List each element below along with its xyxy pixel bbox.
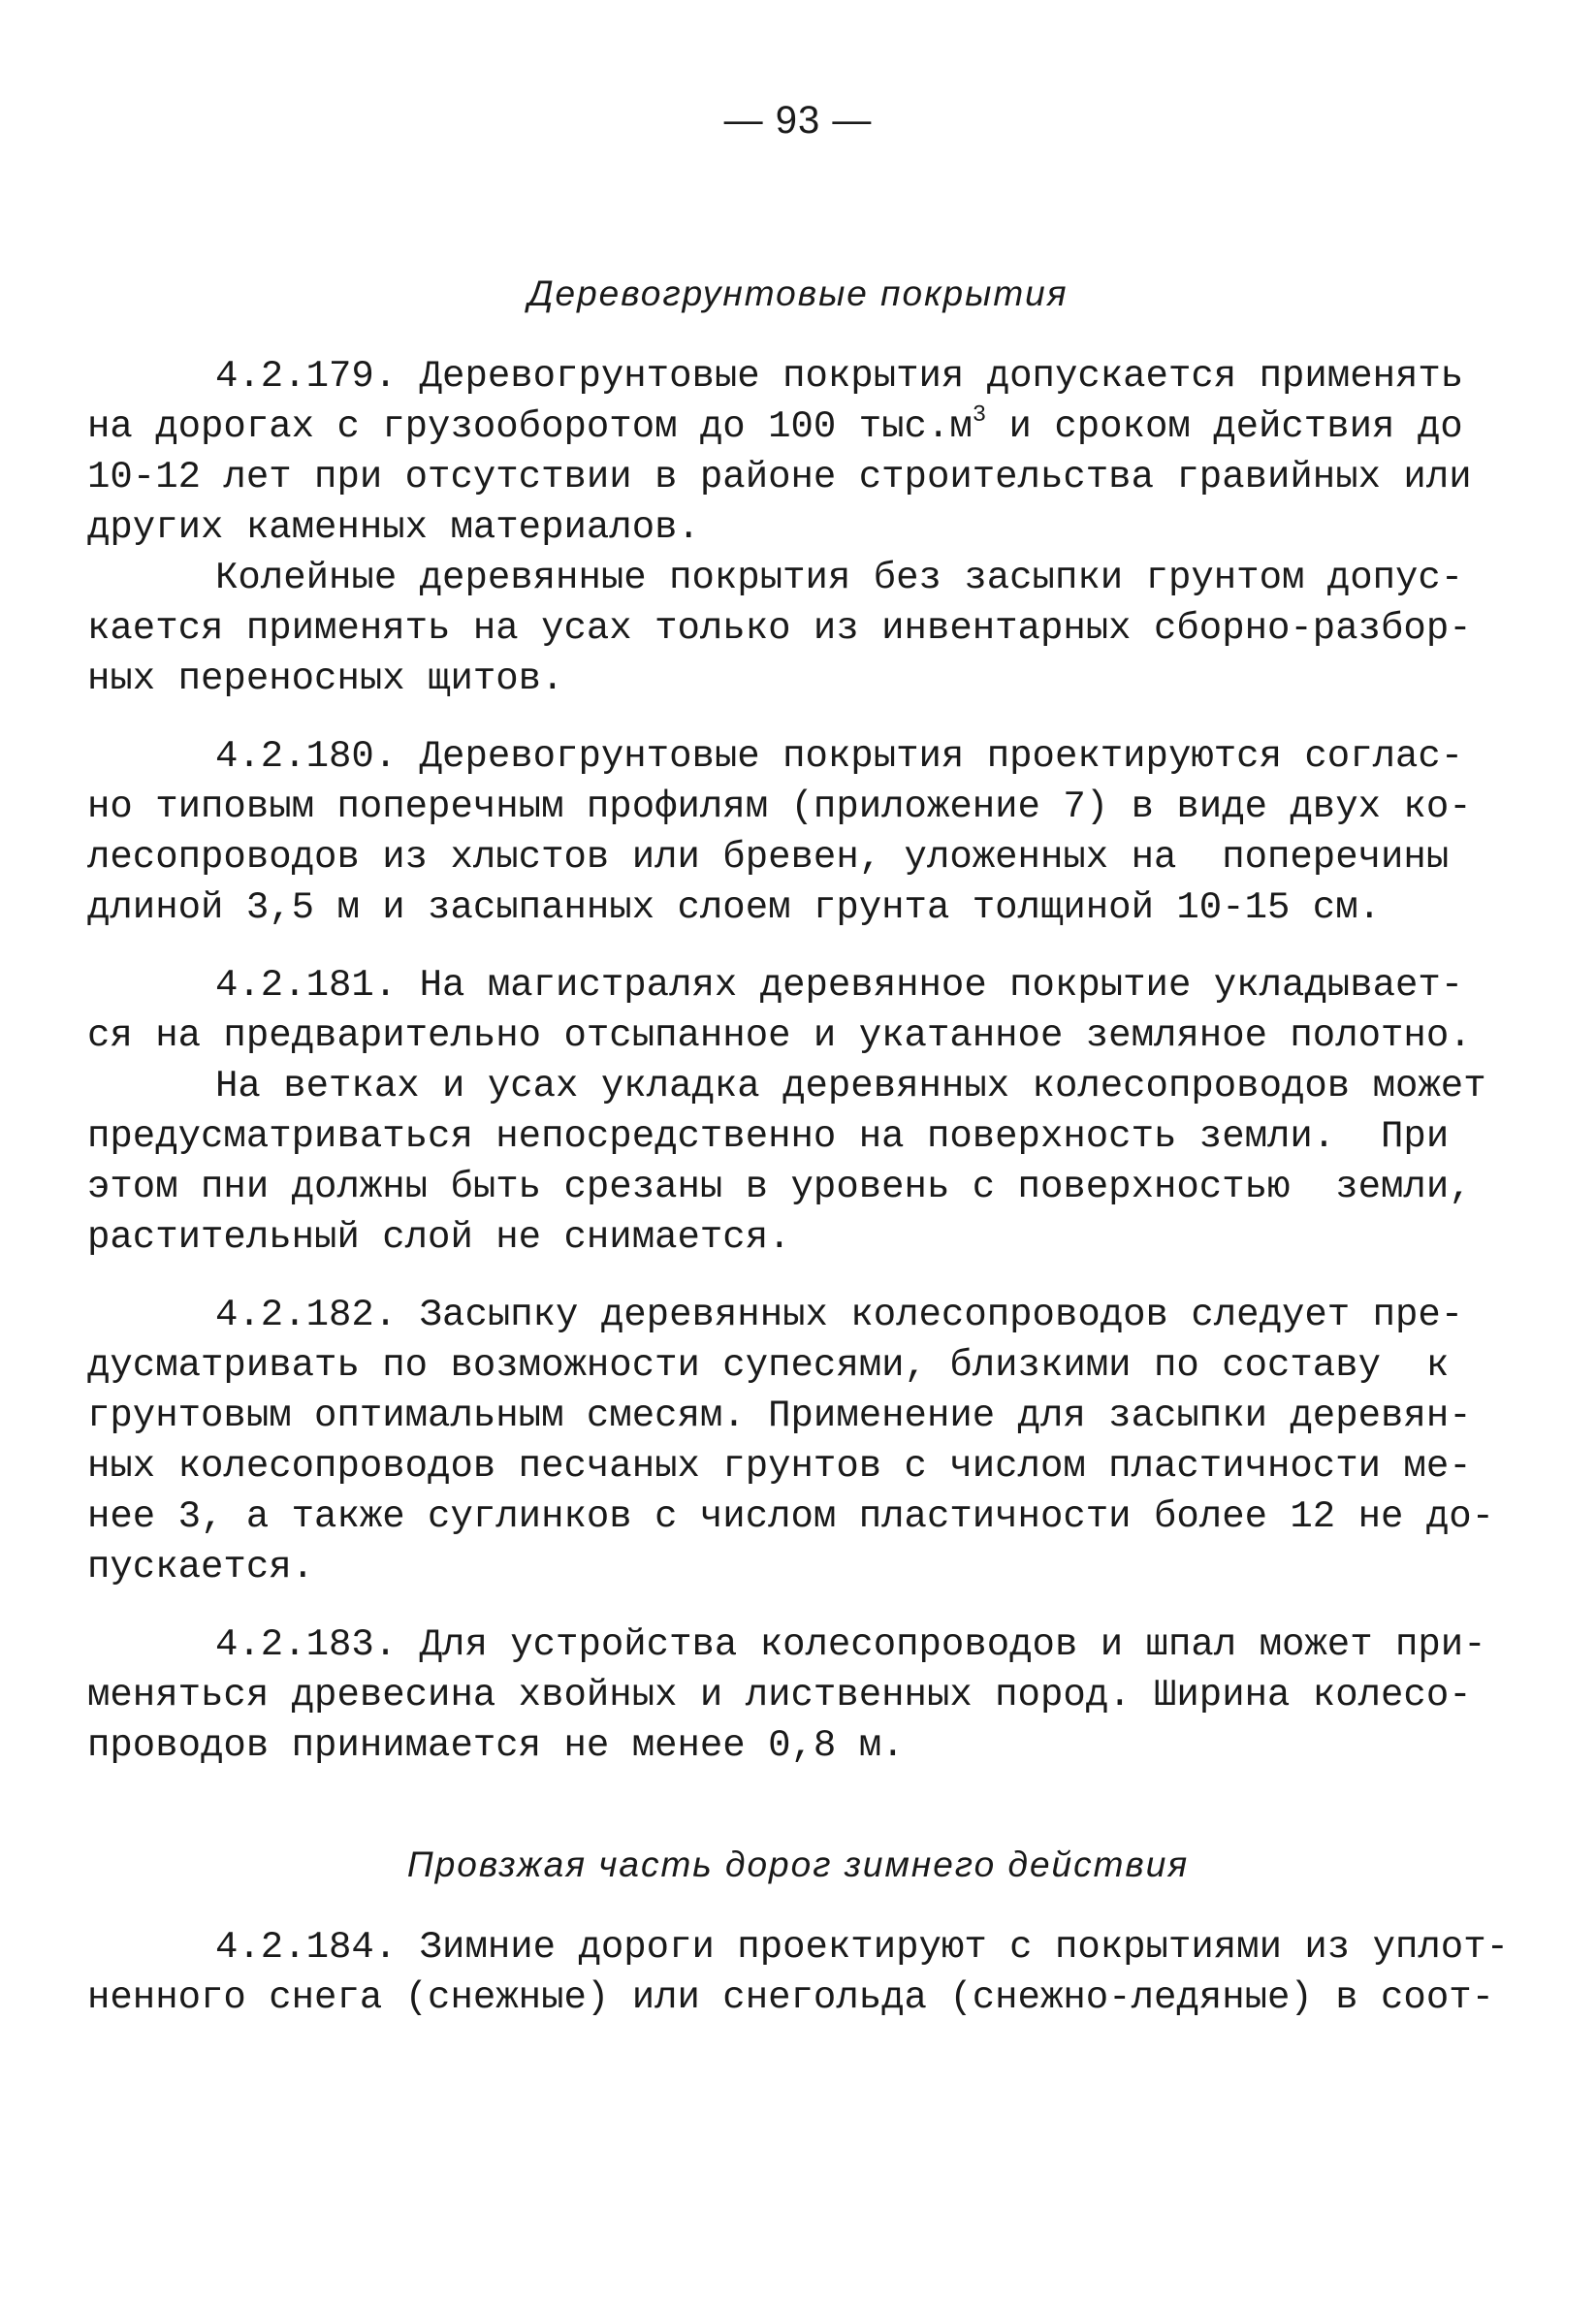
paragraph-line: 4.2.184. Зимние дороги проектируют с покрытиями из уплот- — [215, 1926, 1510, 1969]
paragraph-line: 4.2.183. Для устройства колесопроводов и шпал может при- — [215, 1623, 1486, 1666]
paragraph-line: грунтовым оптимальным смесям. Применение для засыпки деревян- — [87, 1395, 1472, 1437]
paragraph-line: ных переносных щитов. — [87, 657, 564, 700]
paragraph-line: 4.2.181. На магистралях деревянное покрытие укладывает- — [215, 964, 1464, 1007]
paragraph-line — [87, 401, 1463, 452]
paragraph-line: ненного снега (снежные) или снегольда (снежно-ледяные) в соот- — [87, 1976, 1495, 2019]
paragraph-line: пускается. — [87, 1546, 315, 1588]
paragraph-line: предусматриваться непосредственно на поверхность земли. При — [87, 1115, 1450, 1158]
line-text: на дорогах с грузооборотом до 100 тыс.м — [87, 405, 973, 448]
paragraph-line: нее 3, а также суглинков с числом пластичности более 12 не до- — [87, 1495, 1495, 1538]
paragraph-line: длиной 3,5 м и засыпанных слоем грунта толщиной 10-15 см. — [87, 886, 1382, 929]
paragraph-line: растительный слой не снимается. — [87, 1216, 791, 1259]
section-heading-winter-roads: Провзжая часть дорог зимнего действия — [406, 1844, 1190, 1884]
paragraph-line: других каменных материалов. — [87, 506, 700, 549]
page-number: — 93 — — [723, 99, 873, 142]
section-heading-wood-soil-surfaces: Деревогрунтовые покрытия — [527, 273, 1069, 313]
paragraph-line: Колейные деревянные покрытия без засыпки грунтом допус- — [215, 557, 1464, 599]
paragraph-line: лесопроводов из хлыстов или бревен, уложенных на поперечины — [87, 836, 1450, 879]
paragraph-line: дусматривать по возможности супесями, близкими по составу к — [87, 1344, 1450, 1387]
paragraph-line: этом пни должны быть срезаны в уровень с поверхностью земли, — [87, 1166, 1472, 1208]
paragraph-line: но типовым поперечным профилям (приложение 7) в виде двух ко- — [87, 786, 1472, 828]
paragraph-line: меняться древесина хвойных и лиственных пород. Ширина колесо- — [87, 1674, 1472, 1716]
paragraph-line: ных колесопроводов песчаных грунтов с числом пластичности ме- — [87, 1445, 1472, 1488]
paragraph-line: 4.2.179. Деревогрунтовые покрытия допускается применять — [215, 355, 1464, 398]
paragraph-line: кается применять на усах только из инвентарных сборно-разбор- — [87, 607, 1472, 650]
paragraph-line: 10-12 лет при отсутствии в районе строительства гравийных или — [87, 456, 1472, 498]
paragraph-line: 4.2.182. Засыпку деревянных колесопроводов следует пре- — [215, 1294, 1464, 1336]
paragraph-line: ся на предварительно отсыпанное и укатанное земляное полотно. — [87, 1014, 1472, 1057]
line-text: и сроком действия до — [986, 405, 1463, 448]
paragraph-line: проводов принимается не менее 0,8 м. — [87, 1724, 905, 1767]
paragraph-line: На ветках и усах укладка деревянных колесопроводов может — [215, 1065, 1486, 1107]
paragraph-line: 4.2.180. Деревогрунтовые покрытия проектируются соглас- — [215, 735, 1464, 778]
superscript: 3 — [972, 402, 987, 429]
